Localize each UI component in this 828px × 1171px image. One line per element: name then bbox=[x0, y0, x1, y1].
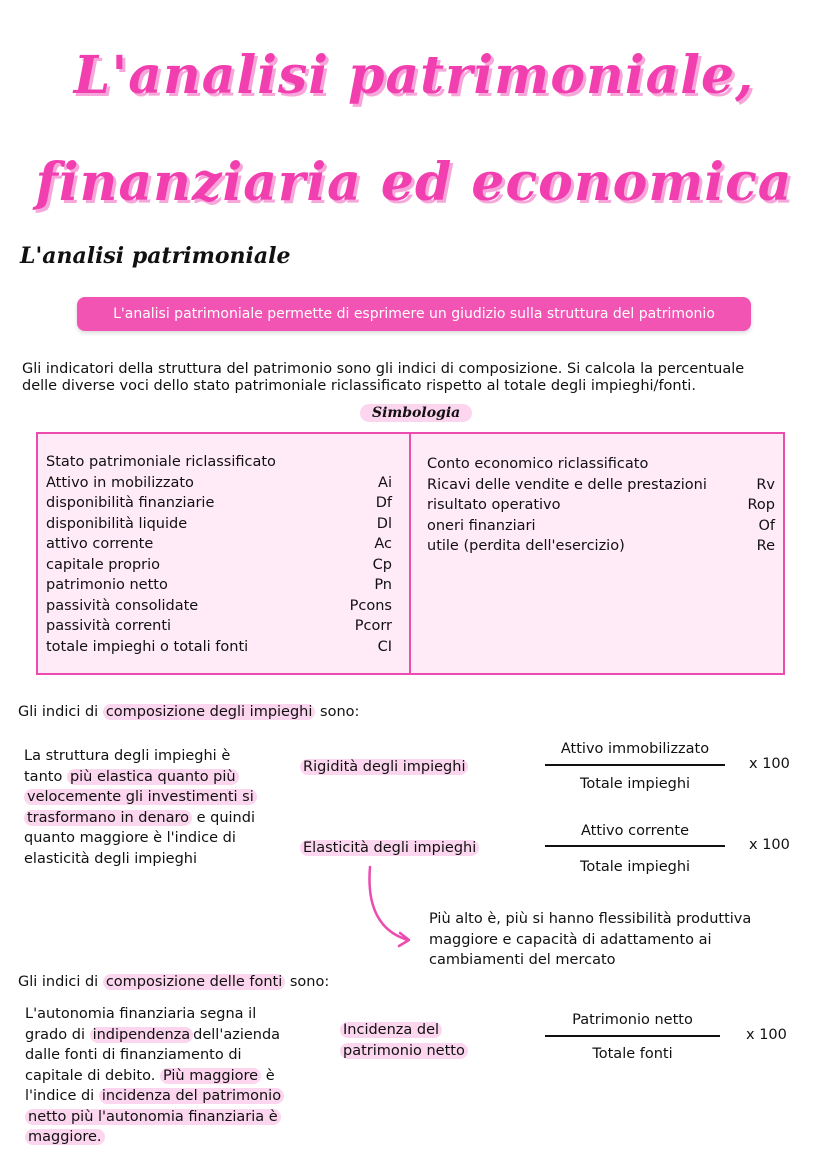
symbology-tag: Simbologia bbox=[360, 404, 472, 422]
section-title: L'analisi patrimoniale bbox=[20, 243, 291, 269]
rigidita-multiplier: x 100 bbox=[749, 756, 790, 772]
rigidita-denominator: Totale impieghi bbox=[579, 776, 691, 792]
elasticita-multiplier: x 100 bbox=[749, 837, 790, 853]
symbol-row: passività correnti Pcorr bbox=[46, 618, 392, 634]
rigidita-numerator: Attivo immobilizzato bbox=[560, 741, 710, 757]
elasticita-label: Elasticità degli impieghi bbox=[300, 840, 479, 857]
symbol-row: disponibilità finanziarie Df bbox=[46, 495, 392, 511]
definition-banner: L'analisi patrimoniale permette di esprimere un giudizio sulla struttura del patrimonio bbox=[77, 297, 751, 331]
elasticita-fraction-line bbox=[545, 845, 725, 847]
elasticita-denominator: Totale impieghi bbox=[579, 859, 691, 875]
symbol-row: totale impieghi o totali fonti CI bbox=[46, 638, 392, 655]
impieghi-note: La struttura degli impieghi è tanto più elastica quanto più velocemente gli investimenti si trasformano in denaro e quindi quanto maggiore è l'indice di elasticità degli impieghi bbox=[24, 748, 255, 867]
incidenza-denominator: Totale fonti bbox=[592, 1046, 673, 1062]
fonti-note: L'autonomia finanziaria segna il grado di indipendenza dell'azienda dalle fonti di finanziamento di capitale di debito. Più maggiore è l'indice di incidenza del patrimonio netto più l'autonomia finanziaria è maggiore. bbox=[25, 1004, 284, 1148]
elasticita-numerator: Attivo corrente bbox=[580, 823, 690, 839]
symbol-row: risultato operativo Rop bbox=[427, 497, 775, 513]
symbol-row: disponibilità liquide Dl bbox=[46, 515, 392, 532]
fonti-heading: Gli indici di composizione delle fonti sono: bbox=[18, 974, 330, 990]
incidenza-fraction-line bbox=[545, 1035, 720, 1037]
intro-line-1: Gli indicatori della struttura del patrimonio sono gli indici di composizione. Si calcola la percentuale bbox=[22, 361, 745, 377]
symbology-right-box bbox=[409, 432, 785, 675]
symbology-right-title: Conto economico riclassificato bbox=[427, 456, 649, 472]
symbology-left-title: Stato patrimoniale riclassificato bbox=[46, 454, 276, 470]
symbol-row: patrimonio netto Pn bbox=[46, 577, 392, 593]
symbology-left-box bbox=[36, 432, 412, 675]
symbol-row: Ricavi delle vendite e delle prestazioni Rv bbox=[427, 476, 775, 493]
symbol-row: oneri finanziari Of bbox=[427, 517, 775, 534]
incidenza-multiplier: x 100 bbox=[746, 1027, 787, 1043]
intro-line-2: delle diverse voci dello stato patrimoniale riclassificato rispetto al totale degli impieghi/fonti. bbox=[22, 378, 696, 394]
rigidita-label: Rigidità degli impieghi bbox=[300, 759, 468, 776]
title-line-2: finanziaria ed economica bbox=[35, 152, 793, 213]
symbol-row: attivo corrente Ac bbox=[46, 536, 392, 552]
incidenza-label: Incidenza del patrimonio netto bbox=[340, 1020, 468, 1061]
incidenza-numerator: Patrimonio netto bbox=[572, 1012, 693, 1028]
symbol-row: utile (perdita dell'esercizio) Re bbox=[427, 538, 775, 554]
symbol-row: Attivo in mobilizzato Ai bbox=[46, 474, 392, 491]
title-line-1: L'analisi patrimoniale, bbox=[73, 45, 755, 106]
rigidita-fraction-line bbox=[545, 764, 725, 766]
elasticita-consequence: Più alto è, più si hanno flessibilità produttiva maggiore e capacità di adattamento ai cambiamenti del mercato bbox=[429, 911, 752, 968]
symbol-row: capitale proprio Cp bbox=[46, 556, 392, 573]
impieghi-heading: Gli indici di composizione degli impieghi sono: bbox=[18, 704, 360, 720]
curved-arrow-icon bbox=[360, 862, 420, 952]
symbol-row: passività consolidate Pcons bbox=[46, 597, 392, 614]
